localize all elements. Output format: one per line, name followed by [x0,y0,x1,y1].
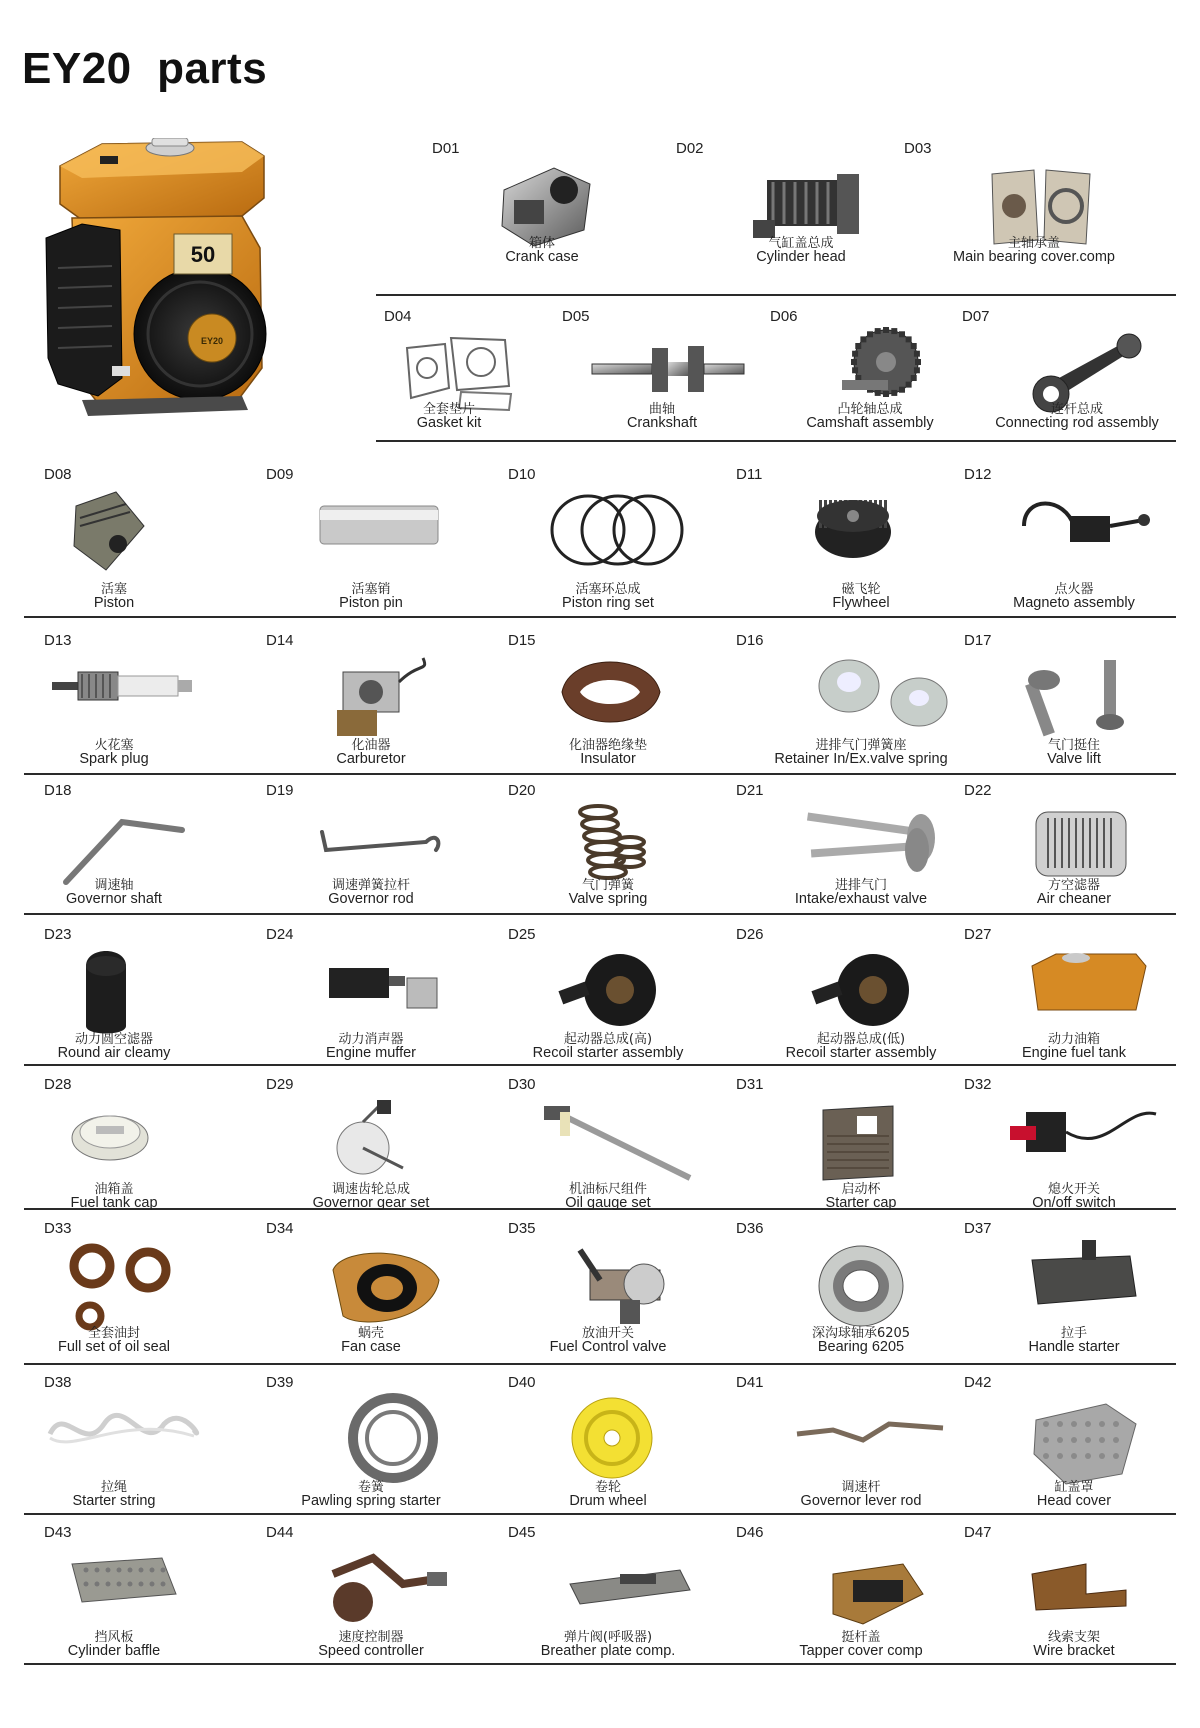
part-name-zh: 点火器 [1054,582,1094,597]
section-divider [24,616,1176,618]
part-name-en: Recoil starter assembly [532,1045,684,1061]
part-name-zh: 卷簧 [357,1480,384,1495]
part-item [508,1524,708,1664]
governor-gear-icon [323,1096,439,1188]
part-code: D19 [266,782,294,799]
section-divider [376,440,1176,442]
part-name-en: Wire bracket [1033,1643,1115,1659]
part-name-zh: 调速轴 [94,878,134,893]
part-item [44,1524,184,1664]
part-item [266,466,476,616]
oil-gauge-icon [540,1096,696,1186]
fuel-cap-icon [66,1096,182,1188]
part-name-zh: 火花塞 [94,738,134,753]
insulator-icon [560,652,676,744]
flywheel-icon [813,486,929,578]
section-divider [24,1363,1176,1365]
part-name-en: Governor rod [328,891,414,907]
part-item [964,1220,1184,1360]
baffle-icon [66,1544,182,1636]
part-code: D23 [44,926,72,943]
part-name-zh: 起动器总成(低) [816,1032,906,1047]
coil-spring-icon [323,1394,439,1486]
part-item [770,308,970,436]
valve-icon [801,802,941,882]
part-code: D10 [508,466,536,483]
part-name-en: Starter string [72,1493,156,1509]
oil-seal-icon [66,1240,182,1332]
part-name-en: Gasket kit [416,415,482,431]
part-name-en: On/off switch [1032,1195,1116,1211]
part-code: D47 [964,1524,992,1541]
part-code: D26 [736,926,764,943]
part-name-zh: 起动器总成(高) [563,1032,653,1047]
part-name-en: Valve spring [568,891,648,907]
part-name-en: Magneto assembly [1013,595,1135,611]
part-name-en: Air cheaner [1036,891,1112,907]
rope-icon [44,1394,204,1474]
retainer-icon [813,652,929,744]
part-item [904,140,1164,270]
part-code: D20 [508,782,536,799]
part-code: D46 [736,1524,764,1541]
part-code: D16 [736,632,764,649]
part-item [964,1076,1184,1216]
part-code: D01 [432,140,460,157]
valve-lift-icon [1026,652,1142,744]
part-name-zh: 拉绳 [100,1480,127,1495]
part-item [508,466,708,616]
part-item [266,1220,476,1360]
part-name-en: Camshaft assembly [806,415,934,431]
part-name-en: Breather plate comp. [540,1643,676,1659]
part-code: D24 [266,926,294,943]
part-name-en: Oil gauge set [565,1195,651,1211]
part-name-zh: 主轴承盖 [1007,236,1060,251]
part-code: D44 [266,1524,294,1541]
fan-case-icon [323,1240,439,1332]
part-item [508,1076,708,1216]
part-name-zh: 气缸盖总成 [768,236,834,251]
part-code: D36 [736,1220,764,1237]
part-code: D17 [964,632,992,649]
part-code: D06 [770,308,798,325]
part-item [676,140,926,270]
part-name-en: Crankshaft [626,415,698,431]
part-name-en: Pawling spring starter [301,1493,441,1509]
piston-icon [66,486,182,578]
part-code: D29 [266,1076,294,1093]
part-item [736,632,986,772]
part-name-zh: 机油标尺组件 [568,1182,647,1197]
part-name-en: Recoil starter assembly [785,1045,937,1061]
part-name-en: Piston ring set [562,595,654,611]
part-code: D12 [964,466,992,483]
part-item [964,466,1184,616]
part-name-zh: 气门挺住 [1047,738,1100,753]
part-item [736,1220,986,1360]
drum-wheel-icon [560,1394,676,1486]
part-item [44,926,184,1066]
part-name-en: Flywheel [832,595,890,611]
part-code: D02 [676,140,704,157]
part-code: D28 [44,1076,72,1093]
part-name-zh: 放油开关 [581,1326,634,1341]
lever-rod-icon [793,1394,949,1464]
engine-brand-label: EY20 [200,336,224,346]
part-code: D42 [964,1374,992,1391]
part-code: D11 [736,466,763,483]
part-name-en: Governor shaft [66,891,162,907]
part-code: D39 [266,1374,294,1391]
part-item [266,782,476,912]
part-name-zh: 速度控制器 [338,1630,404,1645]
recoil-starter-icon [560,946,676,1038]
part-code: D31 [736,1076,764,1093]
part-code: D43 [44,1524,72,1541]
part-name-zh: 全套油封 [87,1326,140,1341]
part-name-zh: 箱体 [528,236,555,251]
part-code: D45 [508,1524,536,1541]
part-item [962,308,1192,436]
part-name-zh: 磁飞轮 [841,582,881,597]
part-code: D32 [964,1076,992,1093]
part-name-zh: 油箱盖 [94,1182,134,1197]
part-code: D27 [964,926,992,943]
part-item [736,1524,986,1664]
part-item [736,782,986,912]
part-name-zh: 进排气门弹簧座 [815,738,907,753]
part-name-en: Main bearing cover.comp [953,249,1115,265]
part-item [384,308,514,436]
part-code: D41 [736,1374,764,1391]
part-item [736,926,986,1066]
engine-model-label: 50 [190,242,216,267]
part-name-zh: 线索支架 [1047,1630,1100,1645]
part-name-zh: 方空滤器 [1047,878,1100,893]
part-item [44,1374,184,1514]
bearing-icon [813,1240,929,1332]
part-item [964,1524,1184,1664]
part-code: D07 [962,308,990,325]
part-name-en: Governor gear set [312,1195,430,1211]
part-code: D14 [266,632,294,649]
part-item [964,632,1184,772]
part-name-zh: 弹片阀(呼吸器) [563,1630,653,1645]
part-name-zh: 调速弹簧拉杆 [331,878,410,893]
part-name-en: Piston pin [339,595,403,611]
part-item [562,308,762,436]
part-name-zh: 活塞销 [351,582,391,597]
part-name-zh: 化油器绝缘垫 [568,738,647,753]
part-name-zh: 蜗壳 [357,1326,384,1341]
part-code: D25 [508,926,536,943]
part-name-en: Drum wheel [569,1493,647,1509]
part-item [44,1220,184,1360]
part-name-en: Bearing 6205 [817,1339,905,1355]
part-item [964,1374,1184,1514]
part-item [736,1374,986,1514]
part-code: D35 [508,1220,536,1237]
part-code: D34 [266,1220,294,1237]
part-item [44,632,184,772]
part-code: D22 [964,782,992,799]
part-name-en: Speed controller [318,1643,424,1659]
part-item [508,926,708,1066]
part-name-en: Valve lift [1047,751,1101,767]
part-name-en: Intake/exhaust valve [794,891,928,907]
section-divider [24,913,1176,915]
part-name-zh: 全套垫片 [422,402,475,417]
muffler-icon [323,946,439,1038]
part-name-zh: 动力消声器 [338,1032,404,1047]
part-item [964,782,1184,912]
part-item [508,632,708,772]
spark-plug-icon [52,652,196,722]
part-name-en: Round air cleamy [57,1045,171,1061]
breather-icon [560,1544,676,1636]
part-item [508,1220,708,1360]
part-code: D37 [964,1220,992,1237]
part-name-zh: 化油器 [351,738,391,753]
speed-controller-icon [323,1544,439,1636]
part-code: D21 [736,782,764,799]
part-code: D15 [508,632,536,649]
part-name-en: Engine muffer [325,1045,416,1061]
part-item [266,1524,476,1664]
part-code: D18 [44,782,72,799]
starter-cup-icon [813,1096,929,1188]
part-code: D05 [562,308,590,325]
part-name-en: Handle starter [1028,1339,1120,1355]
part-name-zh: 缸盖罩 [1054,1480,1094,1495]
part-name-zh: 动力油箱 [1047,1032,1100,1047]
part-name-en: Tapper cover comp [799,1643,923,1659]
fuel-tank-icon [1026,946,1142,1038]
part-name-en: Spark plug [79,751,149,767]
part-name-zh: 深沟球轴承6205 [811,1326,911,1341]
part-item [266,1076,476,1216]
part-name-zh: 启动杯 [841,1182,881,1197]
part-name-en: Insulator [580,751,636,767]
part-item [964,926,1184,1066]
tappet-cover-icon [813,1544,929,1636]
part-code: D04 [384,308,412,325]
part-item [44,1076,184,1216]
crankshaft-icon [592,328,752,408]
part-code: D33 [44,1220,72,1237]
part-name-en: Full set of oil seal [57,1339,171,1355]
part-name-en: Fan case [341,1339,401,1355]
part-name-zh: 凸轮轴总成 [837,402,903,417]
part-name-zh: 拉手 [1060,1326,1087,1341]
part-name-zh: 气门弹簧 [581,878,634,893]
part-item [508,782,708,912]
part-code: D03 [904,140,932,157]
part-name-zh: 活塞 [100,582,127,597]
part-name-en: Carburetor [336,751,406,767]
handle-icon [1026,1240,1142,1332]
part-name-en: Fuel tank cap [70,1195,158,1211]
part-item [736,1076,986,1216]
part-name-en: Cylinder baffle [67,1643,161,1659]
part-code: D30 [508,1076,536,1093]
part-name-en: Retainer In/Ex.valve spring [774,751,948,767]
part-item [266,632,476,772]
part-code: D40 [508,1374,536,1391]
wire-bracket-icon [1026,1544,1142,1636]
section-divider [376,294,1176,296]
part-name-en: Cylinder head [756,249,846,265]
piston-pin-icon [316,486,446,556]
part-name-zh: 调速齿轮总成 [331,1182,410,1197]
part-name-zh: 连杆总成 [1050,402,1103,417]
part-name-en: Governor lever rod [800,1493,922,1509]
part-name-en: Head cover [1036,1493,1112,1509]
part-name-zh: 动力圆空滤器 [74,1032,153,1047]
governor-rod-icon [316,802,446,862]
round-air-filter-icon [66,946,182,1038]
part-code: D09 [266,466,294,483]
part-item [432,140,652,270]
part-code: D08 [44,466,72,483]
fuel-valve-icon [560,1240,676,1332]
part-name-zh: 挡风板 [94,1630,134,1645]
magneto-icon [1014,486,1154,556]
part-name-zh: 熄火开关 [1047,1182,1100,1197]
head-cover-icon [1026,1394,1142,1486]
part-name-zh: 活塞环总成 [575,582,641,597]
part-code: D38 [44,1374,72,1391]
part-item [266,926,476,1066]
part-code: D13 [44,632,72,649]
section-divider [24,773,1176,775]
part-name-zh: 挺杆盖 [841,1630,881,1645]
recoil-starter-icon [813,946,929,1038]
part-name-zh: 进排气门 [834,878,887,893]
part-item [736,466,986,616]
part-item [508,1374,708,1514]
part-item [44,782,184,912]
part-name-en: Piston [93,595,135,611]
page-title: EY20 parts [22,44,268,93]
part-item [266,1374,476,1514]
part-name-en: Fuel Control valve [549,1339,667,1355]
part-name-zh: 曲轴 [648,402,675,417]
carburetor-icon [323,652,439,744]
part-item [44,466,184,616]
part-name-en: Connecting rod assembly [995,415,1159,431]
part-name-zh: 卷轮 [594,1480,621,1495]
part-name-en: Engine fuel tank [1022,1045,1126,1061]
part-name-en: Crank case [505,249,579,265]
engine-icon [42,138,292,420]
piston-ring-icon [548,486,688,576]
part-name-en: Starter cap [825,1195,897,1211]
switch-icon [1006,1096,1162,1166]
part-name-zh: 调速杆 [841,1480,881,1495]
